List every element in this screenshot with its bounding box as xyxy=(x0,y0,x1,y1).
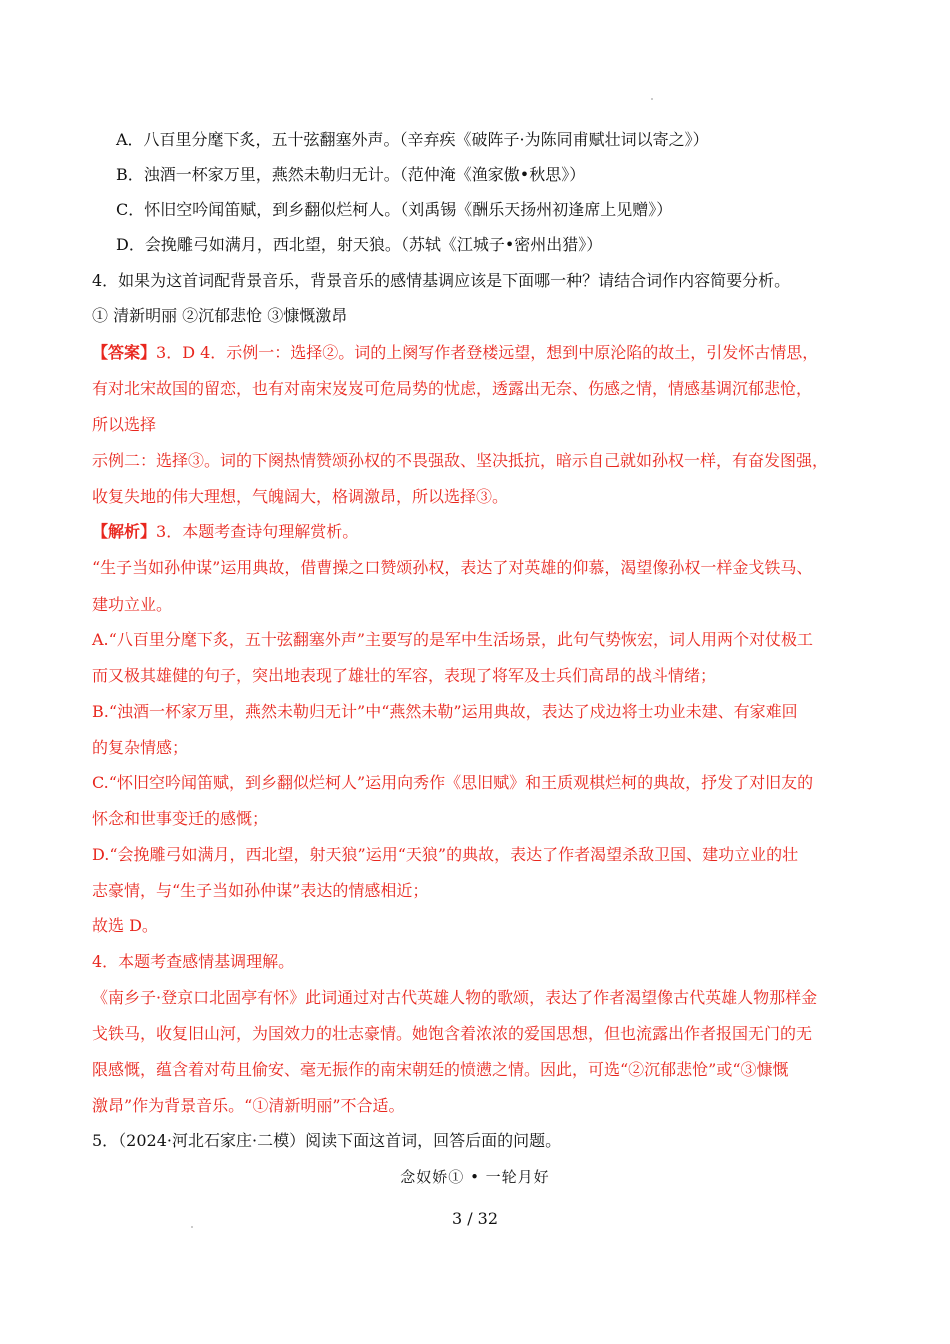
analysis-line-9: 怀念和世事变迁的感慨； xyxy=(92,809,269,828)
scan-dot-top xyxy=(651,98,653,100)
poem-title: 念奴娇① • 一轮月好 xyxy=(400,1168,550,1186)
page-number: 3 / 32 xyxy=(451,1209,499,1228)
answer-line-4: 示例二：选择③。词的下阕热情赞颂孙权的不畏强敌、坚决抵抗，暗示自己就如孙权一样，有奋发图强， xyxy=(92,451,829,470)
answer-line-5: 收复失地的伟大理想，气魄阔大，格调激昂，所以选择③。 xyxy=(92,487,509,506)
analysis-line-5: 而又极其雄健的句子，突出地表现了雄壮的军容，表现了将军及士兵们高昂的战斗情绪； xyxy=(92,666,717,685)
option-a: A．八百里分麾下炙，五十弦翻塞外声。（辛弃疾《破阵子·为陈同甫赋壮词以寄之》） xyxy=(116,130,709,149)
analysis-line-12: 故选 D。 xyxy=(92,916,158,935)
answer-line-3: 所以选择 xyxy=(92,415,157,434)
analysis-line-16: 限感慨，蕴含着对苟且偷安、毫无振作的南宋朝廷的愤懑之情。因此，可选“②沉郁悲怆”或“③慷慨 xyxy=(92,1060,789,1079)
option-d: D．会挽雕弓如满月，西北望，射天狼。（苏轼《江城子•密州出猎》） xyxy=(116,235,603,254)
answer-line-2: 有对北宋故国的留恋，也有对南宋岌岌可危局势的忧虑，透露出无奈、伤感之情，情感基调沉郁悲怆， xyxy=(92,379,813,398)
analysis-line-6: B.“浊酒一杯家万里，燕然未勒归无计”中“燕然未勒”运用典故，表达了戍边将士功业未建、有家难回 xyxy=(92,702,798,721)
answer-label: 【答案】 xyxy=(92,343,157,362)
analysis-line-7: 的复杂情感； xyxy=(92,738,189,757)
option-c: C．怀旧空吟闻笛赋，到乡翻似烂柯人。（刘禹锡《酬乐天扬州初逢席上见赠》） xyxy=(116,200,673,219)
analysis-line-17: 激昂”作为背景音乐。“①清新明丽”不合适。 xyxy=(92,1096,405,1115)
analysis-line-14: 《南乡子·登京口北固亭有怀》此词通过对古代英雄人物的歌颂，表达了作者渴望像古代英雄人物那样金 xyxy=(92,988,818,1007)
answer-line-1 xyxy=(92,343,818,363)
analysis-label: 【解析】 xyxy=(92,522,157,541)
analysis-line-13: 4．本题考查感情基调理解。 xyxy=(92,952,295,971)
analysis-line-1 xyxy=(92,522,358,542)
analysis-line-15: 戈铁马，收复旧山河，为国效力的壮志豪情。她饱含着浓浓的爱国思想，但也流露出作者报国无门的无 xyxy=(92,1024,813,1043)
analysis-line-11: 志豪情，与“生子当如孙仲谋”表达的情感相近； xyxy=(92,881,429,900)
analysis-line-8: C.“怀旧空吟闻笛赋，到乡翻似烂柯人”运用向秀作《思旧赋》和王质观棋烂柯的典故，抒发了对旧友的 xyxy=(92,773,814,792)
analysis-line-3: 建功立业。 xyxy=(92,595,173,614)
answer-text-1: 3．D 4．示例一：选择②。词的上阕写作者登楼远望，想到中原沦陷的故土，引发怀古情思， xyxy=(156,343,819,362)
analysis-line-2: “生子当如孙仲谋”运用典故，借曹操之口赞颂孙权，表达了对英雄的仰慕，渴望像孙权一样金戈铁马、 xyxy=(92,558,813,577)
question-4-choices: ① 清新明丽 ②沉郁悲怆 ③慷慨激昂 xyxy=(92,306,348,325)
option-b: B．浊酒一杯家万里，燕然未勒归无计。（范仲淹《渔家傲•秋思》） xyxy=(116,165,586,184)
analysis-line-4: A.“八百里分麾下炙，五十弦翻塞外声”主要写的是军中生活场景，此句气势恢宏，词人用两个对仗极工 xyxy=(92,630,814,649)
analysis-line-10: D.“会挽雕弓如满月，西北望，射天狼”运用“天狼”的典故，表达了作者渴望杀敌卫国、建功立业的壮 xyxy=(92,845,799,864)
question-4: 4．如果为这首词配背景音乐，背景音乐的感情基调应该是下面哪一种？请结合词作内容简要分析。 xyxy=(92,271,791,290)
analysis-first: 3．本题考查诗句理解赏析。 xyxy=(156,522,359,541)
question-5: 5．（2024·河北石家庄·二模）阅读下面这首词，回答后面的问题。 xyxy=(92,1131,562,1150)
